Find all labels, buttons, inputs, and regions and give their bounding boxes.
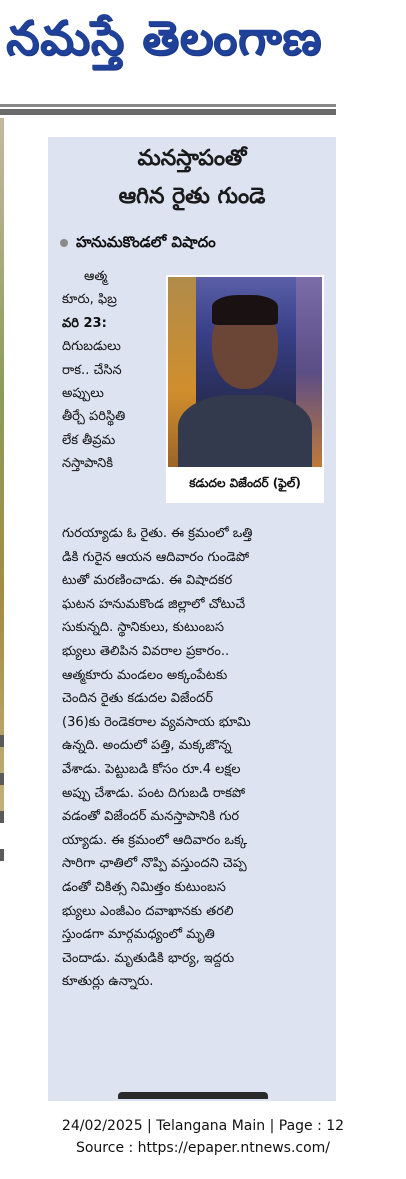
body-line: ఆత్మకూరు మండలం అక్కంపేటకు	[62, 667, 228, 683]
dateline-column	[62, 265, 158, 476]
body-line: భ్యులు ఎంజీఎం దవాఖానకు తరలి	[62, 903, 234, 919]
masthead-title: నమస్తే తెలంగాణ	[6, 11, 322, 66]
footer-source-line: Source : https://epaper.ntnews.com/	[75, 1140, 331, 1156]
body-line: ఉన్నది. అందులో పత్తి, మక్కజొన్న	[62, 738, 232, 754]
body-line: చెందిన రైతు కడుదల విజేందర్	[62, 691, 214, 707]
body-line: అప్పు చేశాడు. పంట దిగుబడి రాకపో	[62, 785, 246, 801]
body-line: స్తుండగా మార్గమధ్యంలో మృతి	[62, 927, 215, 943]
masthead-divider-thick	[0, 109, 336, 115]
body-line: చెందాడు. మృతుడికి భార్య, ఇద్దరు	[62, 950, 235, 966]
farmer-photo	[168, 277, 322, 467]
body-line: వడంతో విజేందర్ మనస్తాపానికి గుర	[62, 809, 240, 825]
body-line: (36)కు రెండెకరాల వ్యవసాయ భూమి	[62, 714, 251, 730]
body-line: సుకున్నది. స్థానికులు, కుటుంబస	[62, 620, 225, 636]
subheading-text: హనుమకొండలో విషాదం	[76, 233, 216, 251]
dateline-line: వరి 23:	[62, 315, 107, 331]
headline-line-2: ఆగిన రైతు గుండె	[118, 184, 266, 209]
body-line: కూతుర్లు ఉన్నారు.	[62, 974, 154, 990]
body-line: ఘటన హనుమకొండ జిల్లాలో చోటుచే	[62, 596, 246, 612]
body-line: వేశాడు. పెట్టుబడి కోసం రూ.4 లక్షల	[62, 761, 241, 777]
dateline-line: దిగుబడులు	[62, 339, 121, 355]
photo-caption: కడుదల విజేందర్ (ఫైల్)	[189, 476, 301, 490]
dateline-line: లేక తీవ్రమ	[62, 432, 116, 448]
bullet-icon	[60, 239, 68, 247]
body-line: గురయ్యాడు ఓ రైతు. ఈ క్రమంలో ఒత్తి	[62, 526, 253, 541]
footer	[0, 1115, 406, 1159]
adjacent-column-edge	[0, 735, 6, 885]
adjacent-photo-edge	[0, 118, 4, 818]
dateline-line: అప్పులు	[62, 386, 104, 402]
dateline-line: కూరు, ఫిబ్ర	[62, 292, 117, 308]
dateline-line: ఆత్మ	[84, 269, 108, 284]
article-body	[62, 522, 332, 994]
headline	[48, 140, 336, 216]
dateline-line: తీర్చే పరిస్థితి	[62, 409, 126, 425]
masthead-divider-thin	[0, 104, 336, 107]
body-line: సారిగా ఛాతిలో నొప్పి వస్తుందని చెప్ప	[62, 856, 247, 872]
body-line: భ్యులు తెలిపిన వివరాల ప్రకారం..	[62, 643, 230, 659]
body-line: టుతో మరణించాడు. ఈ విషాదకర	[62, 573, 233, 589]
dateline-line: నస్తాపానికి	[62, 456, 114, 472]
body-line: డికి గురైన ఆయన ఆదివారం గుండెపో	[62, 549, 250, 565]
body-line: డంతో చికిత్స నిమిత్తం కుటుంబస	[62, 879, 226, 895]
dateline-line: రాక.. చేసిన	[62, 362, 122, 378]
body-line: య్యాడు. ఈ క్రమంలో ఆదివారం ఒక్క	[62, 832, 248, 848]
subheading	[60, 233, 330, 255]
next-article-edge	[118, 1087, 278, 1099]
photo-frame	[166, 275, 324, 503]
footer-date-line: 24/02/2025 | Telangana Main | Page : 12	[61, 1118, 345, 1134]
masthead	[0, 0, 406, 100]
headline-line-1: మనస్తాపంతో	[137, 146, 247, 171]
